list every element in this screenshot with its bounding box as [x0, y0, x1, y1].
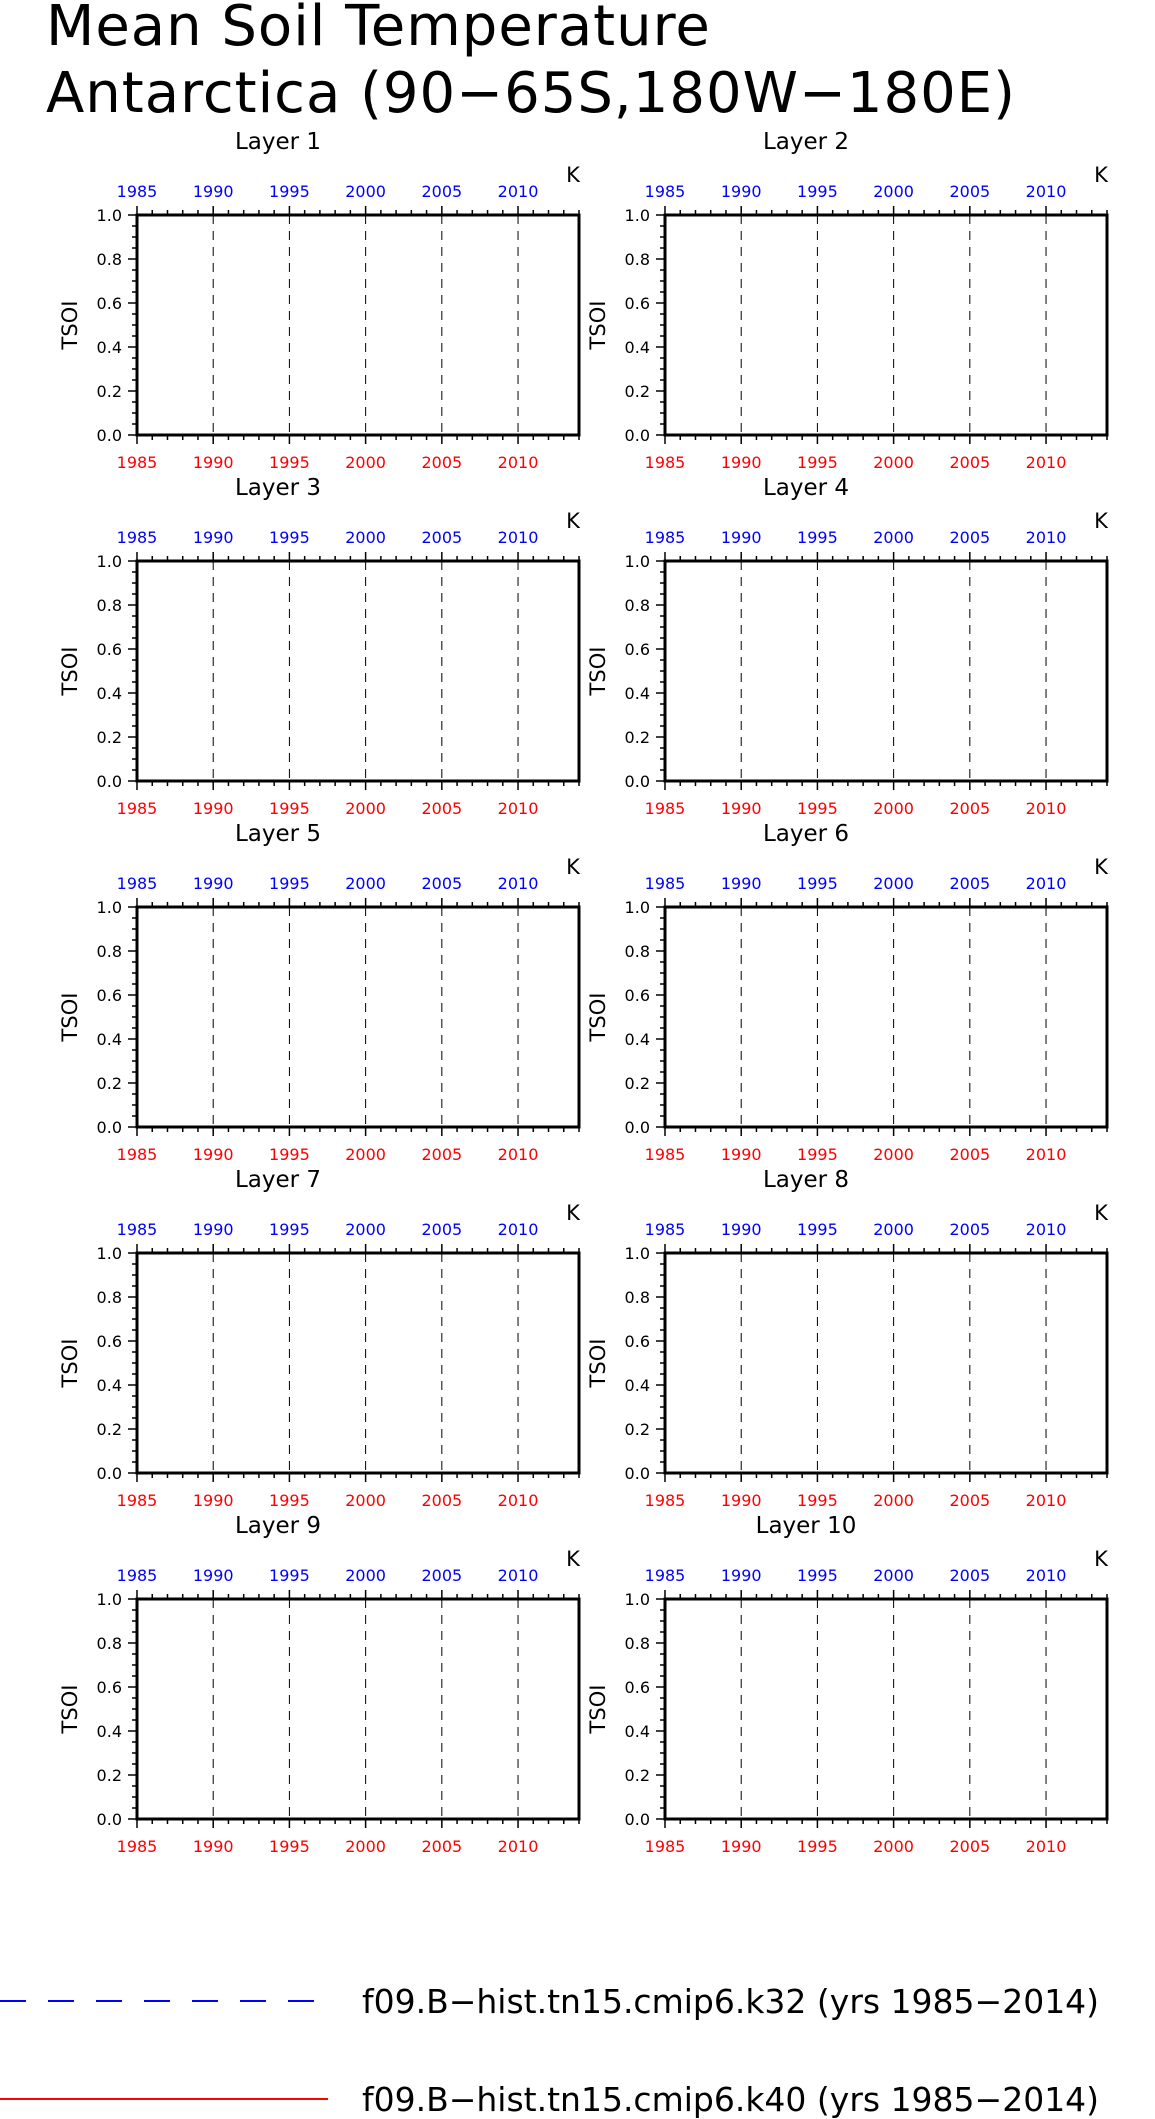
y-axis-label: TSOI [586, 646, 610, 696]
y-tick-label: 0.6 [96, 1678, 122, 1697]
y-tick-label: 0.4 [624, 1030, 650, 1049]
x-tick-label-top: 2000 [345, 528, 386, 547]
x-tick-label-top: 1995 [269, 874, 310, 893]
x-tick-label-top: 1985 [644, 1220, 686, 1239]
x-tick-label-bottom: 1985 [116, 1837, 158, 1856]
y-tick-label: 0.8 [96, 1634, 122, 1653]
x-tick-label-top: 2005 [949, 182, 991, 201]
y-tick-label: 0.0 [624, 426, 650, 445]
y-axis-label: TSOI [58, 1338, 82, 1388]
y-tick-label: 0.4 [96, 1376, 122, 1395]
y-tick-label: 0.4 [96, 1030, 122, 1049]
x-tick-label-top: 1995 [269, 1566, 310, 1585]
x-tick-label-top: 2010 [1025, 182, 1067, 201]
x-tick-label-bottom: 1985 [644, 1145, 686, 1164]
x-tick-label-bottom: 1985 [116, 1491, 158, 1510]
panel-title: Layer 4 [762, 475, 850, 501]
x-tick-label-top: 1995 [269, 528, 310, 547]
y-tick-label: 0.2 [624, 1074, 650, 1093]
x-tick-label-top: 2000 [345, 874, 386, 893]
y-tick-label: 0.4 [624, 1376, 650, 1395]
x-tick-label-top: 2000 [345, 1566, 386, 1585]
y-tick-label: 0.2 [96, 1074, 122, 1093]
y-tick-label: 0.8 [624, 1634, 650, 1653]
x-tick-label-bottom: 1990 [720, 1491, 762, 1510]
x-tick-label-bottom: 1985 [644, 1837, 686, 1856]
x-tick-label-top: 1990 [720, 182, 762, 201]
y-tick-label: 0.0 [96, 426, 122, 445]
y-axis-label: TSOI [58, 1684, 82, 1734]
x-tick-label-bottom: 1995 [797, 1837, 838, 1856]
x-tick-label-top: 2010 [497, 1566, 539, 1585]
y-tick-label: 0.8 [96, 1288, 122, 1307]
figure-title-line2: Antarctica (90−65S,180W−180E) [46, 61, 1017, 126]
x-tick-label-bottom: 2005 [421, 1145, 463, 1164]
x-tick-label-top: 2010 [1025, 1220, 1067, 1239]
x-tick-label-bottom: 2010 [1025, 799, 1067, 818]
x-tick-label-bottom: 2010 [497, 1837, 539, 1856]
x-tick-label-top: 2005 [949, 1220, 991, 1239]
x-tick-label-top: 1990 [720, 528, 762, 547]
x-tick-label-top: 2005 [421, 1566, 463, 1585]
x-tick-label-bottom: 2005 [949, 1837, 991, 1856]
x-tick-label-top: 2005 [421, 1220, 463, 1239]
x-tick-label-top: 2005 [421, 528, 463, 547]
y-axis-label: TSOI [586, 1338, 610, 1388]
y-tick-label: 0.0 [96, 1464, 122, 1483]
y-axis-label: TSOI [58, 300, 82, 350]
x-tick-label-top: 2005 [421, 874, 463, 893]
x-tick-label-bottom: 1995 [797, 453, 838, 472]
y-tick-label: 1.0 [96, 898, 122, 917]
x-tick-label-bottom: 1995 [797, 1145, 838, 1164]
panel-title: Layer 6 [762, 821, 850, 847]
y-tick-label: 0.6 [624, 640, 650, 659]
figure-title-line1: Mean Soil Temperature [46, 0, 711, 59]
x-tick-label-bottom: 2010 [1025, 453, 1067, 472]
y-tick-label: 0.2 [624, 1766, 650, 1785]
x-tick-label-top: 1985 [116, 528, 158, 547]
x-tick-label-bottom: 1990 [720, 453, 762, 472]
x-tick-label-top: 1990 [192, 1566, 234, 1585]
x-tick-label-bottom: 2000 [873, 1491, 914, 1510]
x-tick-label-top: 2010 [497, 182, 539, 201]
x-tick-label-top: 2000 [873, 182, 914, 201]
x-tick-label-top: 1985 [644, 528, 686, 547]
x-tick-label-top: 2000 [873, 1220, 914, 1239]
x-tick-label-bottom: 1990 [192, 1837, 234, 1856]
y-tick-label: 1.0 [624, 552, 650, 571]
x-tick-label-top: 2000 [873, 874, 914, 893]
x-tick-label-bottom: 1990 [192, 1491, 234, 1510]
units-label: K [566, 1547, 580, 1571]
units-label: K [1094, 163, 1108, 187]
x-tick-label-bottom: 1985 [116, 799, 158, 818]
y-axis-label: TSOI [586, 300, 610, 350]
x-tick-label-top: 1985 [644, 1566, 686, 1585]
units-label: K [1094, 855, 1108, 879]
panel-title: Layer 10 [755, 1513, 857, 1539]
x-tick-label-bottom: 2005 [421, 799, 463, 818]
x-tick-label-top: 2005 [949, 528, 991, 547]
x-tick-label-bottom: 2000 [345, 799, 386, 818]
x-tick-label-bottom: 2005 [421, 1837, 463, 1856]
x-tick-label-bottom: 1995 [797, 1491, 838, 1510]
y-tick-label: 0.4 [96, 684, 122, 703]
y-tick-label: 0.2 [624, 1420, 650, 1439]
legend-label-k32: f09.B−hist.tn15.cmip6.k32 (yrs 1985−2014) [362, 1982, 1100, 2021]
y-tick-label: 0.8 [96, 596, 122, 615]
x-tick-label-bottom: 2000 [873, 453, 914, 472]
x-tick-label-top: 1995 [269, 1220, 310, 1239]
legend-label-k40: f09.B−hist.tn15.cmip6.k40 (yrs 1985−2014) [362, 2080, 1100, 2119]
x-tick-label-bottom: 1995 [269, 1837, 310, 1856]
x-tick-label-bottom: 2005 [421, 1491, 463, 1510]
units-label: K [566, 163, 580, 187]
x-tick-label-bottom: 1995 [269, 1491, 310, 1510]
x-tick-label-top: 1995 [797, 528, 838, 547]
x-tick-label-top: 1990 [192, 874, 234, 893]
x-tick-label-top: 2000 [873, 528, 914, 547]
y-tick-label: 1.0 [624, 898, 650, 917]
y-tick-label: 0.4 [624, 684, 650, 703]
y-tick-label: 0.8 [624, 1288, 650, 1307]
y-tick-label: 0.0 [96, 1118, 122, 1137]
x-tick-label-top: 2010 [1025, 528, 1067, 547]
y-tick-label: 0.2 [624, 728, 650, 747]
x-tick-label-top: 1985 [116, 1220, 158, 1239]
y-axis-label: TSOI [58, 992, 82, 1042]
y-tick-label: 0.2 [96, 382, 122, 401]
y-tick-label: 0.6 [624, 1332, 650, 1351]
x-tick-label-top: 2010 [497, 528, 539, 547]
x-tick-label-bottom: 2000 [345, 1837, 386, 1856]
y-tick-label: 1.0 [624, 1590, 650, 1609]
y-tick-label: 1.0 [624, 1244, 650, 1263]
x-tick-label-top: 1990 [720, 874, 762, 893]
x-tick-label-top: 1990 [192, 528, 234, 547]
y-tick-label: 0.6 [624, 294, 650, 313]
x-tick-label-top: 1985 [644, 182, 686, 201]
panel-title: Layer 3 [234, 475, 322, 501]
units-label: K [1094, 509, 1108, 533]
y-tick-label: 0.2 [96, 728, 122, 747]
x-tick-label-bottom: 1985 [644, 1491, 686, 1510]
x-tick-label-top: 1995 [797, 874, 838, 893]
y-tick-label: 1.0 [96, 206, 122, 225]
y-tick-label: 0.6 [96, 640, 122, 659]
x-tick-label-bottom: 1990 [720, 1145, 762, 1164]
y-tick-label: 0.2 [96, 1766, 122, 1785]
x-tick-label-bottom: 2005 [949, 799, 991, 818]
x-tick-label-top: 1990 [192, 182, 234, 201]
x-tick-label-bottom: 1990 [192, 799, 234, 818]
y-tick-label: 1.0 [624, 206, 650, 225]
x-tick-label-top: 2005 [949, 1566, 991, 1585]
x-tick-label-bottom: 2000 [345, 1145, 386, 1164]
x-tick-label-bottom: 2010 [497, 799, 539, 818]
x-tick-label-bottom: 2010 [497, 1491, 539, 1510]
x-tick-label-top: 2010 [497, 1220, 539, 1239]
y-tick-label: 1.0 [96, 552, 122, 571]
units-label: K [1094, 1201, 1108, 1225]
y-tick-label: 0.4 [96, 338, 122, 357]
x-tick-label-top: 2010 [1025, 874, 1067, 893]
y-tick-label: 0.8 [624, 250, 650, 269]
y-tick-label: 0.6 [96, 1332, 122, 1351]
x-tick-label-bottom: 2010 [1025, 1145, 1067, 1164]
panel-title: Layer 5 [234, 821, 322, 847]
x-tick-label-top: 1985 [116, 182, 158, 201]
y-tick-label: 0.2 [624, 382, 650, 401]
y-tick-label: 1.0 [96, 1590, 122, 1609]
x-tick-label-bottom: 1995 [269, 1145, 310, 1164]
y-tick-label: 0.6 [624, 986, 650, 1005]
x-tick-label-bottom: 1995 [269, 799, 310, 818]
units-label: K [566, 855, 580, 879]
units-label: K [1094, 1547, 1108, 1571]
x-tick-label-bottom: 2010 [497, 1145, 539, 1164]
x-tick-label-bottom: 1995 [797, 799, 838, 818]
x-tick-label-top: 1985 [116, 874, 158, 893]
x-tick-label-bottom: 2000 [345, 1491, 386, 1510]
x-tick-label-bottom: 2010 [497, 453, 539, 472]
x-tick-label-bottom: 1990 [192, 453, 234, 472]
y-tick-label: 0.4 [624, 338, 650, 357]
y-tick-label: 0.0 [96, 1810, 122, 1829]
y-tick-label: 0.8 [624, 596, 650, 615]
y-tick-label: 1.0 [96, 1244, 122, 1263]
y-tick-label: 0.4 [624, 1722, 650, 1741]
y-axis-label: TSOI [58, 646, 82, 696]
x-tick-label-top: 2010 [1025, 1566, 1067, 1585]
x-tick-label-bottom: 2005 [421, 453, 463, 472]
y-tick-label: 0.0 [96, 772, 122, 791]
y-axis-label: TSOI [586, 992, 610, 1042]
x-tick-label-top: 1995 [797, 1220, 838, 1239]
y-tick-label: 0.2 [96, 1420, 122, 1439]
x-tick-label-bottom: 2010 [1025, 1837, 1067, 1856]
x-tick-label-bottom: 2000 [873, 1145, 914, 1164]
x-tick-label-top: 1990 [720, 1566, 762, 1585]
y-tick-label: 0.0 [624, 1810, 650, 1829]
x-tick-label-bottom: 1995 [269, 453, 310, 472]
y-tick-label: 0.6 [96, 986, 122, 1005]
x-tick-label-bottom: 1985 [116, 453, 158, 472]
units-label: K [566, 1201, 580, 1225]
x-tick-label-bottom: 2010 [1025, 1491, 1067, 1510]
x-tick-label-bottom: 1990 [720, 799, 762, 818]
x-tick-label-bottom: 2005 [949, 1145, 991, 1164]
panel-title: Layer 8 [762, 1167, 850, 1193]
x-tick-label-top: 2000 [345, 1220, 386, 1239]
x-tick-label-bottom: 2005 [949, 453, 991, 472]
panel-title: Layer 9 [234, 1513, 322, 1539]
x-tick-label-top: 1985 [116, 1566, 158, 1585]
x-tick-label-top: 1995 [797, 1566, 838, 1585]
x-tick-label-top: 2000 [873, 1566, 914, 1585]
y-tick-label: 0.6 [96, 294, 122, 313]
y-axis-label: TSOI [586, 1684, 610, 1734]
x-tick-label-bottom: 2000 [873, 1837, 914, 1856]
x-tick-label-bottom: 2005 [949, 1491, 991, 1510]
panel-title: Layer 1 [234, 129, 322, 155]
x-tick-label-top: 2000 [345, 182, 386, 201]
panel-title: Layer 7 [234, 1167, 322, 1193]
y-tick-label: 0.8 [96, 250, 122, 269]
x-tick-label-bottom: 2000 [345, 453, 386, 472]
x-tick-label-bottom: 2000 [873, 799, 914, 818]
y-tick-label: 0.4 [96, 1722, 122, 1741]
x-tick-label-bottom: 1985 [644, 799, 686, 818]
x-tick-label-top: 2005 [949, 874, 991, 893]
x-tick-label-bottom: 1985 [644, 453, 686, 472]
x-tick-label-top: 1995 [269, 182, 310, 201]
x-tick-label-bottom: 1985 [116, 1145, 158, 1164]
y-tick-label: 0.0 [624, 1118, 650, 1137]
y-tick-label: 0.6 [624, 1678, 650, 1697]
x-tick-label-top: 2005 [421, 182, 463, 201]
x-tick-label-bottom: 1990 [720, 1837, 762, 1856]
x-tick-label-top: 2010 [497, 874, 539, 893]
x-tick-label-bottom: 1990 [192, 1145, 234, 1164]
y-tick-label: 0.0 [624, 1464, 650, 1483]
x-tick-label-top: 1990 [720, 1220, 762, 1239]
units-label: K [566, 509, 580, 533]
x-tick-label-top: 1995 [797, 182, 838, 201]
y-tick-label: 0.8 [624, 942, 650, 961]
x-tick-label-top: 1990 [192, 1220, 234, 1239]
panel-title: Layer 2 [762, 129, 850, 155]
x-tick-label-top: 1985 [644, 874, 686, 893]
y-tick-label: 0.0 [624, 772, 650, 791]
y-tick-label: 0.8 [96, 942, 122, 961]
